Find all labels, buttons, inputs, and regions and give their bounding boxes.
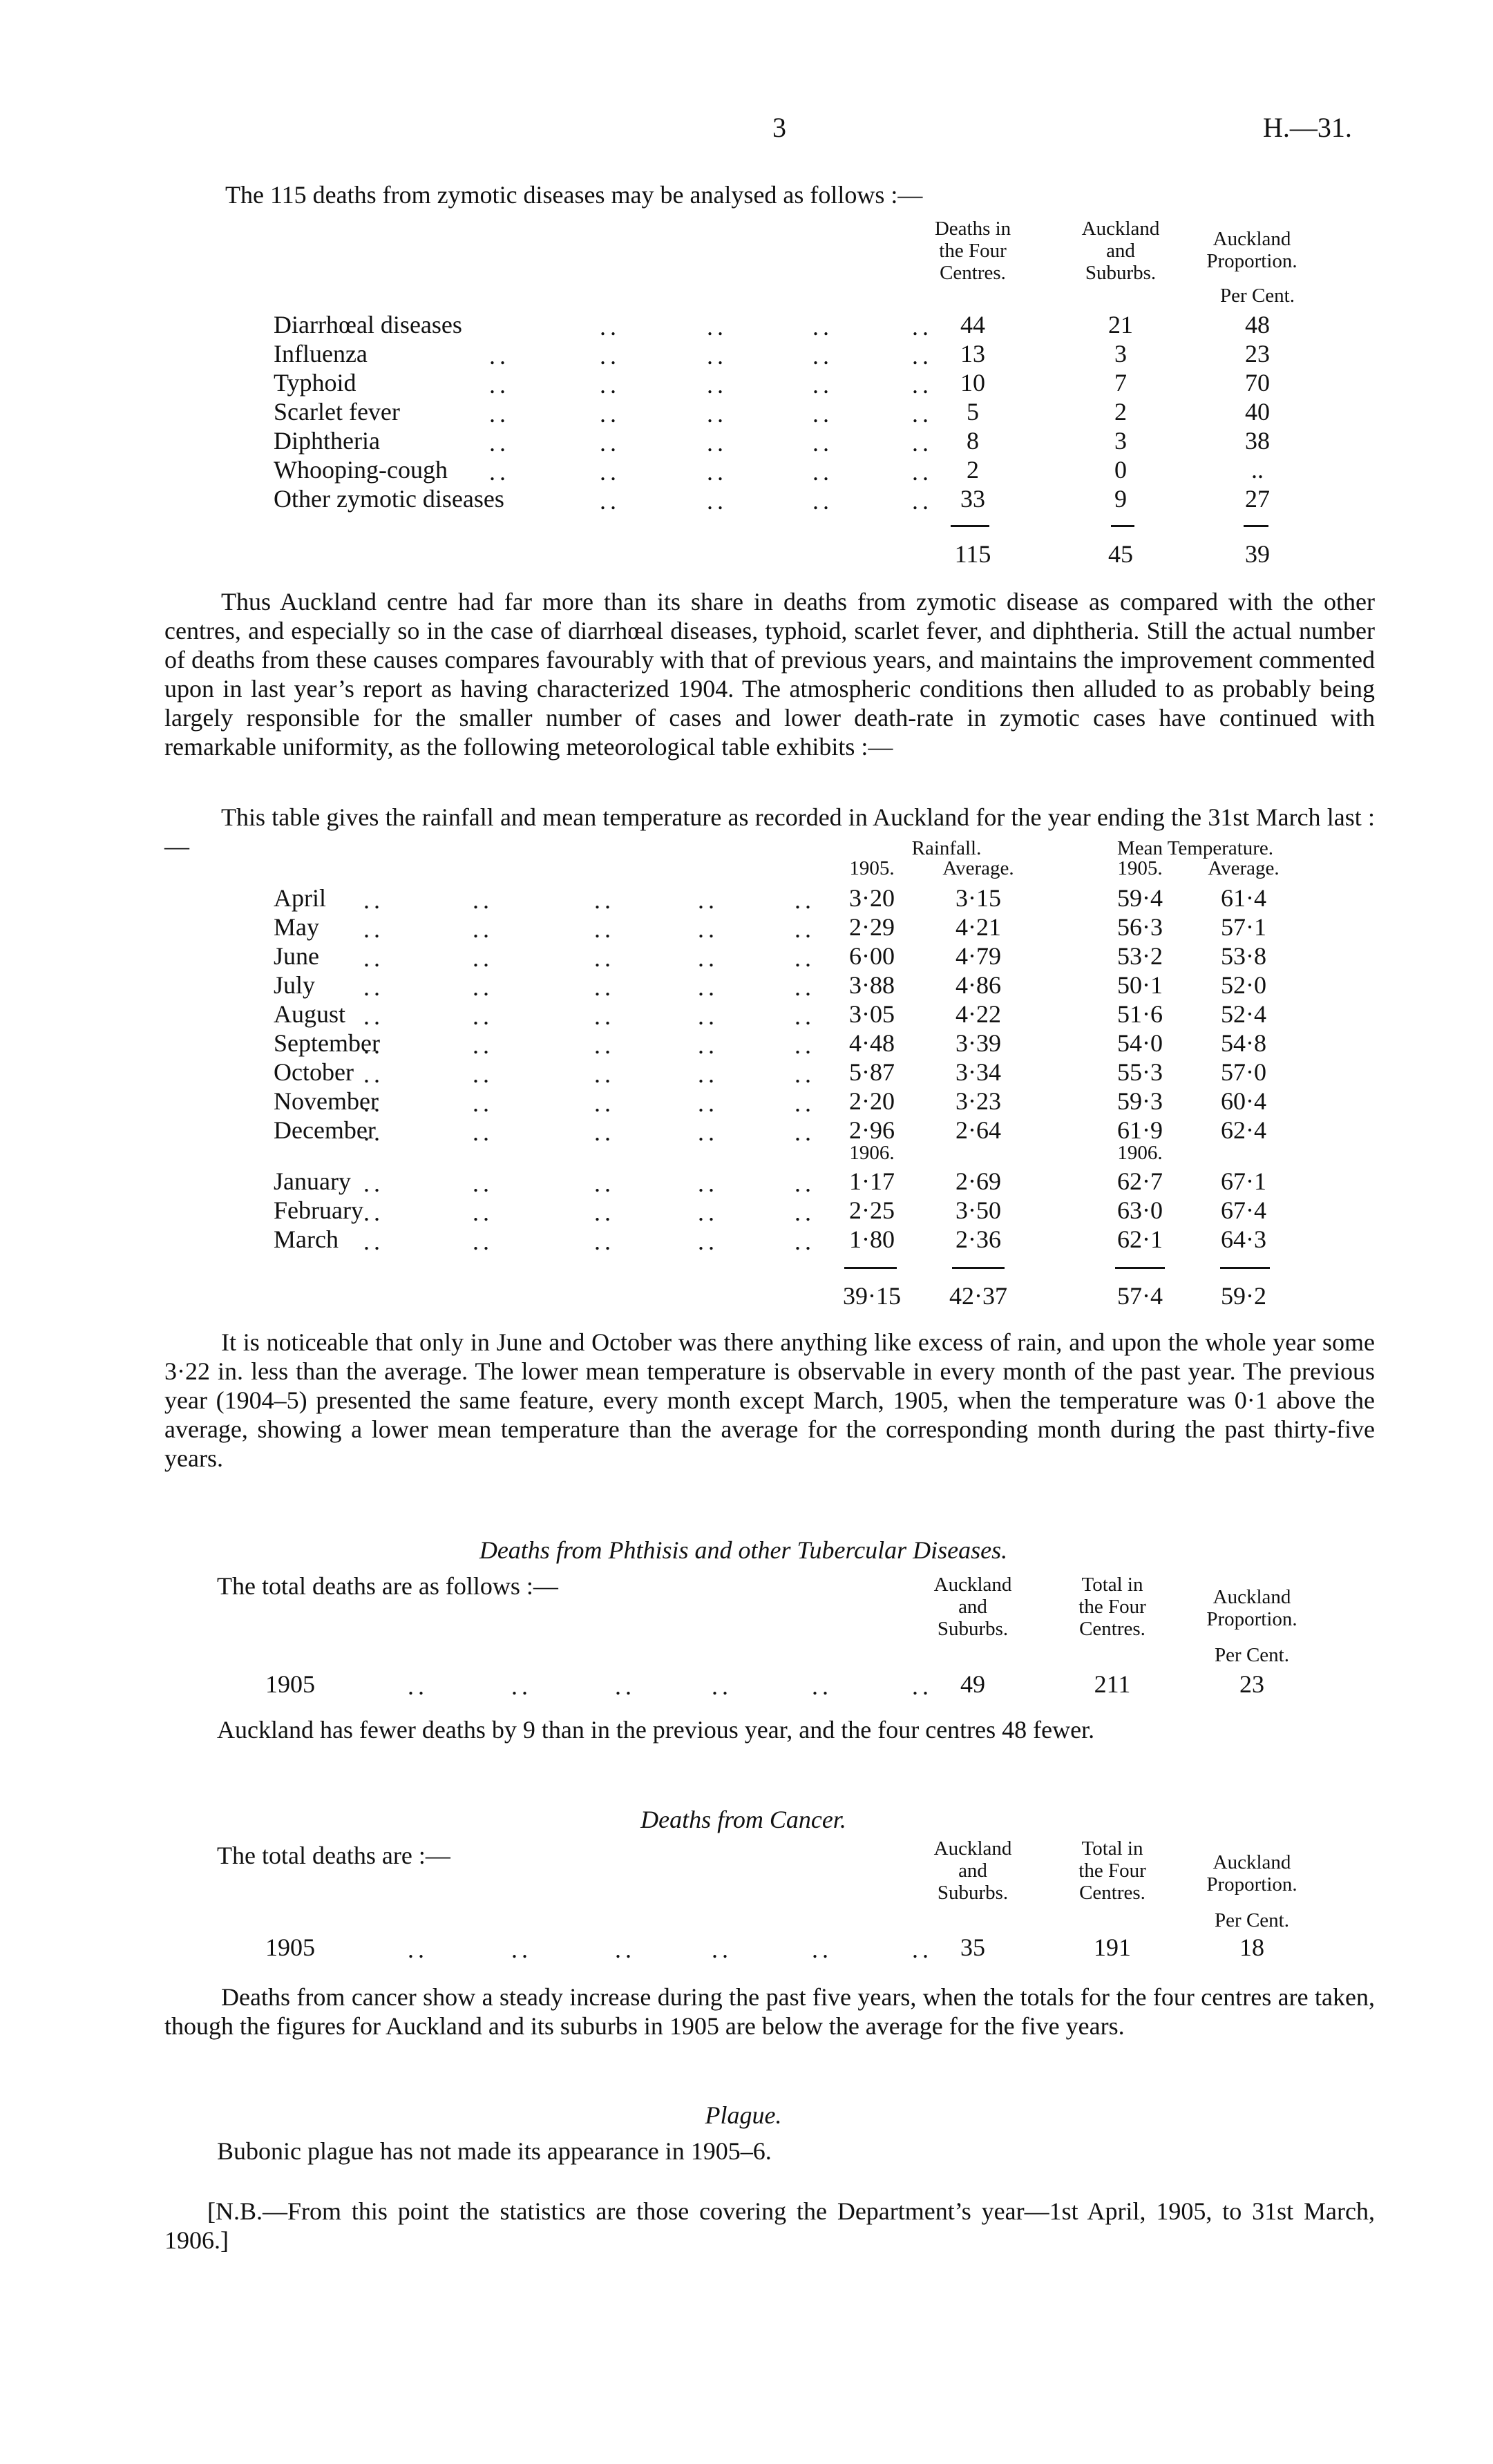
leader-dots	[594, 1060, 615, 1089]
leader-dots	[912, 428, 933, 457]
unit-per-cent: Per Cent.	[1215, 1909, 1289, 1931]
leader-dots	[707, 486, 728, 515]
leader-dots	[594, 886, 615, 915]
col-header-total-four-centres: Total in the Four Centres.	[1078, 1837, 1146, 1904]
leader-dots	[698, 944, 719, 973]
leader-dots	[812, 399, 833, 428]
rainfall-average: 2·69	[955, 1167, 1001, 1195]
leader-dots	[812, 428, 833, 457]
leader-dots	[594, 1089, 615, 1118]
rainfall-header: Rainfall.	[911, 837, 982, 859]
rainfall-average: 2·64	[955, 1116, 1001, 1144]
total-rule	[1115, 1267, 1165, 1269]
month-label: January	[274, 1167, 351, 1195]
deaths-auckland: 0	[1114, 456, 1127, 484]
temperature-1905: 62·1	[1117, 1225, 1163, 1253]
auckland-proportion: 23	[1245, 340, 1270, 367]
leader-dots	[698, 1118, 719, 1147]
leader-dots	[363, 1198, 384, 1227]
disease-label: Other zymotic diseases	[274, 485, 504, 513]
leader-dots	[698, 1060, 719, 1089]
disease-label: Scarlet fever	[274, 398, 400, 426]
col-header-auckland-suburbs: Auckland and Suburbs.	[1081, 218, 1160, 284]
footnote: [N.B.—From this point the statistics are those covering the Department’s year—1st April, 1905, to 31st March, 1906.]	[164, 2197, 1375, 2254]
phthisis-year: 1905	[265, 1670, 315, 1698]
leader-dots	[795, 1060, 815, 1089]
leader-dots	[473, 1118, 493, 1147]
leader-dots	[912, 370, 933, 399]
leader-dots	[363, 1089, 384, 1118]
phthisis-four-centres: 211	[1094, 1670, 1131, 1698]
temperature-1905: 55·3	[1117, 1058, 1163, 1086]
disease-label: Diphtheria	[274, 427, 380, 455]
total-rule	[1220, 1267, 1270, 1269]
month-label: September	[274, 1029, 380, 1057]
rainfall-average: 3·23	[955, 1087, 1001, 1115]
auckland-proportion: 40	[1245, 398, 1270, 426]
temperature-average: 67·1	[1221, 1167, 1266, 1195]
leader-dots	[473, 915, 493, 944]
leader-dots	[812, 370, 833, 399]
leader-dots	[473, 886, 493, 915]
leader-dots	[600, 370, 620, 399]
leader-dots	[698, 1089, 719, 1118]
deaths-four-centres: 5	[967, 398, 979, 426]
deaths-auckland: 3	[1114, 427, 1127, 455]
deaths-four-centres: 33	[960, 485, 985, 513]
unit-per-cent: Per Cent.	[1215, 1644, 1289, 1666]
auckland-proportion: 38	[1245, 427, 1270, 455]
document-reference: H.—31.	[1263, 112, 1352, 143]
leader-dots	[698, 1198, 719, 1227]
leader-dots	[363, 944, 384, 973]
leader-dots	[408, 1935, 428, 1964]
temp-average-header: Average.	[1208, 857, 1280, 879]
leader-dots	[473, 944, 493, 973]
leader-dots	[795, 915, 815, 944]
leader-dots	[912, 312, 933, 341]
temperature-1905: 51·6	[1117, 1000, 1163, 1028]
total-rain: 39·15	[843, 1282, 901, 1310]
leader-dots	[489, 370, 510, 399]
leader-dots	[489, 457, 510, 486]
rainfall-1905: 5·87	[849, 1058, 895, 1086]
leader-dots	[600, 399, 620, 428]
leader-dots	[698, 973, 719, 1002]
temperature-average: 67·4	[1221, 1196, 1266, 1224]
leader-dots	[363, 886, 384, 915]
total-rule	[1244, 525, 1268, 527]
rainfall-1905: 2·25	[849, 1196, 895, 1224]
temperature-average: 57·0	[1221, 1058, 1266, 1086]
deaths-four-centres: 44	[960, 311, 985, 338]
disease-label: Influenza	[274, 340, 368, 367]
rainfall-average: 3·15	[955, 884, 1001, 912]
leader-dots	[600, 428, 620, 457]
deaths-auckland: 7	[1114, 369, 1127, 397]
leader-dots	[511, 1672, 532, 1701]
month-label: October	[274, 1058, 354, 1086]
leader-dots	[594, 973, 615, 1002]
total-proportion: 39	[1245, 540, 1270, 568]
leader-dots	[812, 1935, 833, 1964]
paragraph-weather-notes: It is noticeable that only in June and October was there anything like excess of rain, and upon the whole year some 3·22 in. less than the average. The lower mean temperature is observable in every month of the past year. The previous year (1904–5) presented the same feature, every month except March, 1905, when the temperature was 0·1 above the average, showing a lower mean temperature than the average for the corresponding month during the past thirty-five years.	[164, 1328, 1375, 1472]
leader-dots	[707, 399, 728, 428]
leader-dots	[712, 1672, 732, 1701]
total-auckland: 45	[1108, 540, 1133, 568]
rainfall-average: 4·21	[955, 913, 1001, 941]
total-rain-average: 42·37	[949, 1282, 1007, 1310]
deaths-four-centres: 10	[960, 369, 985, 397]
deaths-auckland: 9	[1114, 485, 1127, 513]
cancer-note: Deaths from cancer show a steady increase during the past five years, when the totals for the four centres are taken, though the figures for Auckland and its suburbs in 1905 are below the average for the five years.	[164, 1983, 1375, 2040]
deaths-four-centres: 2	[967, 456, 979, 484]
leader-dots	[594, 1198, 615, 1227]
leader-dots	[707, 370, 728, 399]
rainfall-average: 4·22	[955, 1000, 1001, 1028]
leader-dots	[363, 1002, 384, 1031]
leader-dots	[473, 1198, 493, 1227]
leader-dots	[489, 341, 510, 370]
col-header-auckland-suburbs: Auckland and Suburbs.	[933, 1574, 1012, 1640]
leader-dots	[812, 457, 833, 486]
rainfall-average: 3·34	[955, 1058, 1001, 1086]
temperature-1905: 59·4	[1117, 884, 1163, 912]
cancer-title: Deaths from Cancer.	[640, 1806, 846, 1833]
leader-dots	[363, 973, 384, 1002]
auckland-proportion: 70	[1245, 369, 1270, 397]
month-label: December	[274, 1116, 376, 1144]
leader-dots	[489, 428, 510, 457]
leader-dots	[812, 486, 833, 515]
leader-dots	[698, 1227, 719, 1256]
col-header-auckland-suburbs: Auckland and Suburbs.	[933, 1837, 1012, 1904]
rainfall-1905: 1·17	[849, 1167, 895, 1195]
leader-dots	[363, 1031, 384, 1060]
leader-dots	[408, 1672, 428, 1701]
rainfall-average: 3·39	[955, 1029, 1001, 1057]
leader-dots	[912, 486, 933, 515]
leader-dots	[363, 1118, 384, 1147]
leader-dots	[363, 1060, 384, 1089]
temperature-average: 61·4	[1221, 884, 1266, 912]
leader-dots	[473, 1060, 493, 1089]
temperature-average: 62·4	[1221, 1116, 1266, 1144]
month-label: November	[274, 1087, 379, 1115]
leader-dots	[795, 1031, 815, 1060]
leader-dots	[594, 1118, 615, 1147]
total-temp: 57·4	[1117, 1282, 1163, 1310]
leader-dots	[698, 915, 719, 944]
rainfall-1905: 3·05	[849, 1000, 895, 1028]
disease-label: Whooping-cough	[274, 456, 448, 484]
leader-dots	[489, 399, 510, 428]
leader-dots	[795, 1169, 815, 1198]
temperature-average: 57·1	[1221, 913, 1266, 941]
temperature-1905: 62·7	[1117, 1167, 1163, 1195]
col-header-total-four-centres: Total in the Four Centres.	[1078, 1574, 1146, 1640]
temp-year-1906-label: 1906.	[1117, 1142, 1163, 1164]
temp-year-header: 1905.	[1117, 857, 1163, 879]
leader-dots	[912, 457, 933, 486]
temperature-1905: 59·3	[1117, 1087, 1163, 1115]
leader-dots	[698, 1031, 719, 1060]
leader-dots	[600, 486, 620, 515]
leader-dots	[600, 341, 620, 370]
leader-dots	[363, 1169, 384, 1198]
leader-dots	[594, 1002, 615, 1031]
leader-dots	[600, 312, 620, 341]
rainfall-1905: 4·48	[849, 1029, 895, 1057]
cancer-year: 1905	[265, 1933, 315, 1961]
leader-dots	[594, 915, 615, 944]
leader-dots	[615, 1935, 636, 1964]
paragraph-zymotic-analysis: Thus Auckland centre had far more than its share in deaths from zymotic disease as compared with the other centres, and especially so in the case of diarrhœal diseases, typhoid, scarlet fever, and diphtheria. Still the actual number of deaths from these causes compares favourably with that of previous years, and maintains the improvement commented upon in last year’s report as having characterized 1904. The atmospheric conditions then alluded to as probably being largely responsible for the smaller number of cases and lower death-rate in zymotic cases have continued with remarkable uniformity, as the following meteorological table exhibits :—	[164, 588, 1375, 761]
rain-average-header: Average.	[942, 857, 1014, 879]
month-label: February	[274, 1196, 363, 1224]
plague-title: Plague.	[705, 2101, 782, 2129]
leader-dots	[473, 973, 493, 1002]
leader-dots	[812, 1672, 833, 1701]
disease-label: Typhoid	[274, 369, 356, 397]
total-temp-average: 59·2	[1221, 1282, 1266, 1310]
total-rule	[952, 1267, 1005, 1269]
leader-dots	[795, 886, 815, 915]
leader-dots	[473, 1002, 493, 1031]
rainfall-average: 4·86	[955, 971, 1001, 999]
rainfall-1905: 2·96	[849, 1116, 895, 1144]
leader-dots	[912, 1935, 933, 1964]
leader-dots	[594, 944, 615, 973]
leader-dots	[473, 1089, 493, 1118]
temperature-average: 60·4	[1221, 1087, 1266, 1115]
auckland-proportion: 27	[1245, 485, 1270, 513]
zymotic-intro: The 115 deaths from zymotic diseases may be analysed as follows :—	[225, 181, 923, 209]
leader-dots	[698, 1002, 719, 1031]
temperature-average: 52·4	[1221, 1000, 1266, 1028]
page-number: 3	[772, 112, 786, 143]
temperature-1905: 54·0	[1117, 1029, 1163, 1057]
deaths-four-centres: 13	[960, 340, 985, 367]
cancer-auckland: 35	[960, 1933, 985, 1961]
phthisis-intro: The total deaths are as follows :—	[217, 1572, 558, 1600]
leader-dots	[594, 1031, 615, 1060]
total-four-centres: 115	[954, 540, 991, 568]
leader-dots	[912, 1672, 933, 1701]
leader-dots	[698, 886, 719, 915]
unit-per-cent: Per Cent.	[1220, 285, 1295, 307]
leader-dots	[698, 1169, 719, 1198]
leader-dots	[707, 428, 728, 457]
rainfall-average: 3·50	[955, 1196, 1001, 1224]
col-header-auckland-proportion: Auckland Proportion.	[1206, 1851, 1297, 1895]
rain-year-header: 1905.	[849, 857, 895, 879]
temperature-average: 52·0	[1221, 971, 1266, 999]
cancer-intro: The total deaths are :—	[217, 1842, 450, 1869]
leader-dots	[795, 944, 815, 973]
col-header-auckland-proportion: Auckland Proportion.	[1206, 1586, 1297, 1630]
leader-dots	[473, 1031, 493, 1060]
temperature-header: Mean Temperature.	[1116, 837, 1274, 859]
leader-dots	[594, 1227, 615, 1256]
leader-dots	[363, 1227, 384, 1256]
total-rule	[1111, 525, 1134, 527]
rainfall-1905: 6·00	[849, 942, 895, 970]
leader-dots	[473, 1169, 493, 1198]
month-label: June	[274, 942, 319, 970]
leader-dots	[615, 1672, 636, 1701]
total-rule	[844, 1267, 897, 1269]
phthisis-note: Auckland has fewer deaths by 9 than in the previous year, and the four centres 48 fewer.	[217, 1716, 1095, 1744]
deaths-auckland: 21	[1108, 311, 1133, 338]
temperature-1905: 56·3	[1117, 913, 1163, 941]
cancer-four-centres: 191	[1094, 1933, 1131, 1961]
auckland-proportion: ..	[1251, 456, 1264, 484]
deaths-four-centres: 8	[967, 427, 979, 455]
month-label: August	[274, 1000, 346, 1028]
temperature-average: 53·8	[1221, 942, 1266, 970]
month-label: April	[274, 884, 326, 912]
col-header-deaths-four-centres: Deaths in the Four Centres.	[934, 218, 1011, 284]
phthisis-proportion: 23	[1239, 1670, 1264, 1698]
temperature-1905: 61·9	[1117, 1116, 1163, 1144]
temperature-1905: 50·1	[1117, 971, 1163, 999]
leader-dots	[795, 1089, 815, 1118]
rainfall-1905: 2·29	[849, 913, 895, 941]
phthisis-auckland: 49	[960, 1670, 985, 1698]
rainfall-average: 4·79	[955, 942, 1001, 970]
leader-dots	[707, 312, 728, 341]
leader-dots	[707, 341, 728, 370]
deaths-auckland: 3	[1114, 340, 1127, 367]
leader-dots	[795, 1198, 815, 1227]
leader-dots	[795, 1227, 815, 1256]
plague-text: Bubonic plague has not made its appearance in 1905–6.	[217, 2137, 772, 2165]
temperature-1905: 53·2	[1117, 942, 1163, 970]
rainfall-1905: 3·20	[849, 884, 895, 912]
temperature-1905: 63·0	[1117, 1196, 1163, 1224]
leader-dots	[812, 312, 833, 341]
leader-dots	[912, 399, 933, 428]
leader-dots	[707, 457, 728, 486]
month-label: March	[274, 1225, 339, 1253]
phthisis-title: Deaths from Phthisis and other Tubercular Diseases.	[479, 1536, 1008, 1564]
auckland-proportion: 48	[1245, 311, 1270, 338]
rainfall-average: 2·36	[955, 1225, 1001, 1253]
leader-dots	[363, 915, 384, 944]
total-rule	[951, 525, 989, 527]
rainfall-1905: 1·80	[849, 1225, 895, 1253]
rainfall-1905: 2·20	[849, 1087, 895, 1115]
temperature-average: 54·8	[1221, 1029, 1266, 1057]
leader-dots	[812, 341, 833, 370]
cancer-proportion: 18	[1239, 1933, 1264, 1961]
rain-year-1906-label: 1906.	[849, 1142, 895, 1164]
leader-dots	[600, 457, 620, 486]
leader-dots	[712, 1935, 732, 1964]
rainfall-1905: 3·88	[849, 971, 895, 999]
leader-dots	[795, 973, 815, 1002]
leader-dots	[511, 1935, 532, 1964]
leader-dots	[795, 1002, 815, 1031]
temperature-average: 64·3	[1221, 1225, 1266, 1253]
leader-dots	[594, 1169, 615, 1198]
month-label: May	[274, 913, 319, 941]
leader-dots	[473, 1227, 493, 1256]
month-label: July	[274, 971, 316, 999]
col-header-auckland-proportion: Auckland Proportion.	[1206, 228, 1297, 272]
leader-dots	[912, 341, 933, 370]
deaths-auckland: 2	[1114, 398, 1127, 426]
leader-dots	[795, 1118, 815, 1147]
weather-intro: This table gives the rainfall and mean temperature as recorded in Auckland for the year ending the 31st March last :—	[164, 803, 1375, 860]
disease-label: Diarrhœal diseases	[274, 311, 462, 338]
